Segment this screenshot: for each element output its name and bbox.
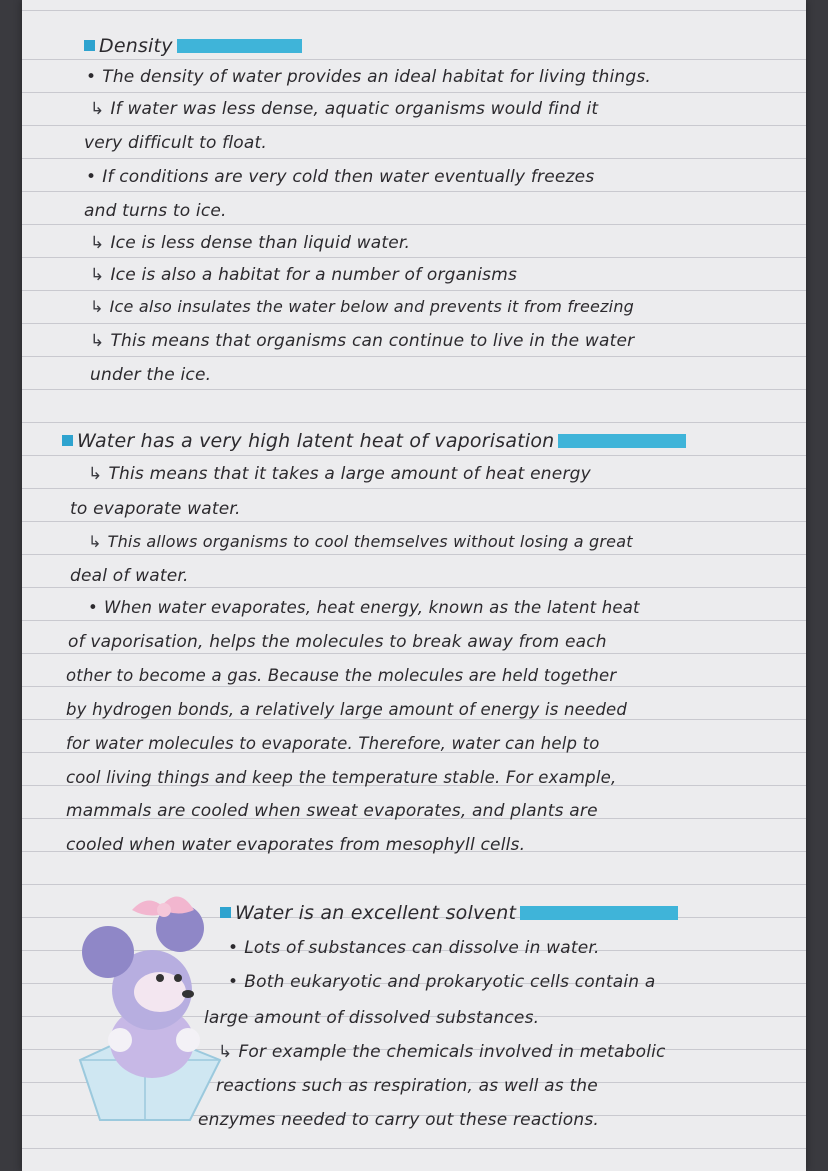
solvent-line-4: ↳ For example the chemicals involved in metabolic: [218, 1042, 666, 1062]
latent-line-10: cool living things and keep the temperature stable. For example,: [66, 768, 617, 787]
heading-box-icon: [84, 40, 95, 51]
latent-line-12: cooled when water evaporates from mesophyll cells.: [66, 835, 526, 855]
bullet-icon: •: [228, 938, 239, 958]
bullet-icon: •: [88, 598, 98, 617]
minnie-mouse-sticker: [60, 870, 233, 1130]
density-line-5: and turns to ice.: [84, 201, 227, 221]
arrow-icon: ↳: [90, 265, 105, 285]
latent-line-11: mammals are cooled when sweat evaporates, and plants are: [66, 801, 598, 821]
heading-highlight: [520, 906, 678, 920]
latent-line-8: by hydrogen bonds, a relatively large amount of energy is needed: [66, 700, 628, 719]
heading-highlight: [177, 39, 302, 53]
latent-line-3: ↳ This allows organisms to cool themselves without losing a great: [88, 532, 633, 551]
solvent-heading: [220, 902, 678, 924]
density-line-2: ↳ If water was less dense, aquatic organisms would find it: [90, 99, 599, 119]
latent-line-4: deal of water.: [70, 566, 189, 586]
density-line-6: ↳ Ice is less dense than liquid water.: [90, 233, 411, 253]
arrow-icon: ↳: [90, 297, 104, 316]
latent-line-9: for water molecules to evaporate. Therefore, water can help to: [66, 734, 600, 753]
solvent-line-6: enzymes needed to carry out these reactions.: [198, 1110, 600, 1130]
density-line-9: ↳ This means that organisms can continue to live in the water: [90, 331, 635, 351]
arrow-icon: ↳: [90, 99, 105, 119]
arrow-icon: ↳: [90, 331, 105, 351]
density-heading-text: Density: [99, 35, 173, 57]
heading-box-icon: [62, 435, 73, 446]
arrow-icon: ↳: [218, 1042, 233, 1062]
arrow-icon: ↳: [90, 233, 105, 253]
solvent-line-3: large amount of dissolved substances.: [204, 1008, 540, 1028]
density-line-8: ↳ Ice also insulates the water below and prevents it from freezing: [90, 297, 635, 316]
solvent-line-1: • Lots of substances can dissolve in water.: [228, 938, 600, 958]
latent-line-2: to evaporate water.: [70, 499, 241, 519]
density-line-4: • If conditions are very cold then water eventually freezes: [86, 167, 595, 187]
solvent-line-2: • Both eukaryotic and prokaryotic cells contain a: [228, 972, 656, 992]
bullet-icon: •: [86, 67, 97, 87]
latent-line-5: • When water evaporates, heat energy, known as the latent heat: [88, 598, 640, 617]
latent-line-1: ↳ This means that it takes a large amount of heat energy: [88, 464, 591, 484]
solvent-heading-text: Water is an excellent solvent: [235, 902, 517, 924]
solvent-line-5: reactions such as respiration, as well as the: [216, 1076, 598, 1096]
density-line-7: ↳ Ice is also a habitat for a number of organisms: [90, 265, 518, 285]
latent-heading-text: Water has a very high latent heat of vaporisation: [77, 430, 555, 452]
density-line-10: under the ice.: [90, 365, 212, 385]
bullet-icon: •: [86, 167, 97, 187]
latent-line-6: of vaporisation, helps the molecules to break away from each: [68, 632, 607, 652]
arrow-icon: ↳: [88, 532, 102, 551]
latent-line-7: other to become a gas. Because the molecules are held together: [66, 666, 617, 685]
heading-highlight: [558, 434, 686, 448]
notebook-page: [22, 0, 806, 1171]
density-heading: [84, 35, 302, 57]
heading-box-icon: [220, 907, 231, 918]
density-line-3: very difficult to float.: [84, 133, 267, 153]
density-line-1: • The density of water provides an ideal habitat for living things.: [86, 67, 652, 87]
latent-heading: [62, 430, 686, 452]
arrow-icon: ↳: [88, 464, 103, 484]
bullet-icon: •: [228, 972, 239, 992]
